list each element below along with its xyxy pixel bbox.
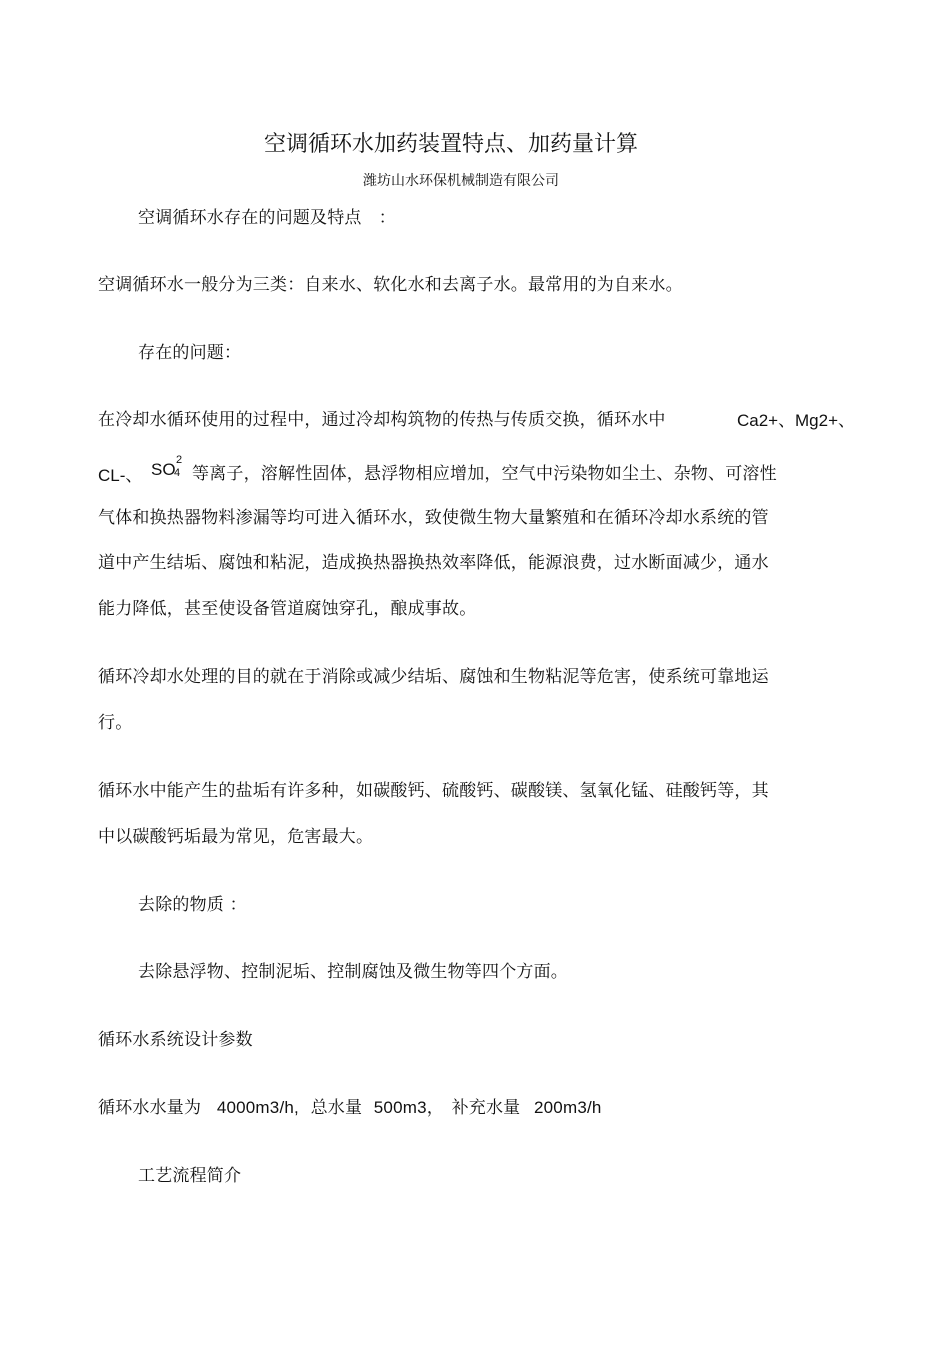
section-heading-problems-features: 空调循环水存在的问题及特点 ： (138, 208, 396, 228)
paragraph-water-types: 空调循环水一般分为三类：自来水、软化水和去离子水。最常用的为自来水。 (98, 275, 683, 295)
process-heading: 工艺流程简介 (138, 1166, 242, 1186)
ion-sulfate-charge: 2 (176, 454, 183, 466)
remove-text: 去除悬浮物、控制泥垢、控制腐蚀及微生物等四个方面。 (138, 962, 568, 982)
ion-sulfate-symbol: SO (151, 460, 176, 479)
design-value-total-volume: 500m3， (373, 1098, 444, 1117)
paragraph-problem-line-5: 能力降低，甚至使设备管道腐蚀穿孔，酿成事故。 (98, 599, 477, 619)
paragraph-problem-line-1: 在冷却水循环使用的过程中，通过冷却构筑物的传热与传质交换，循环水中 (98, 410, 666, 430)
design-value-makeup-flow: 200m3/h (534, 1098, 602, 1117)
design-value-circulating-flow: 4000m3/h, (216, 1098, 299, 1117)
paragraph-scale-line-1: 循环水中能产生的盐垢有许多种，如碳酸钙、硫酸钙、碳酸镁、氢氧化锰、硅酸钙等，其 (98, 781, 769, 801)
design-parameters (98, 1097, 602, 1119)
design-label-makeup-flow: 补充水量 (451, 1098, 521, 1118)
ion-sulfate-subscript: 4 (174, 467, 181, 479)
paragraph-problem-line-3: 气体和换热器物料渗漏等均可进入循环水，致使微生物大量繁殖和在循环冷却水系统的管 (98, 508, 769, 528)
paragraph-scale-line-2: 中以碳酸钙垢最为常见，危害最大。 (98, 827, 374, 847)
ion-sulfate (151, 459, 176, 481)
document-title: 空调循环水加药装置特点、加药量计算 (263, 132, 638, 157)
paragraph-problem-line-4: 道中产生结垢、腐蚀和粘泥，造成换热器换热效率降低，能源浪费，过水断面减少，通水 (98, 553, 769, 573)
design-label-circulating-flow: 循环水水量为 (98, 1098, 202, 1118)
remove-heading: 去除的物质 ： (138, 895, 247, 915)
ion-magnesium: Mg2+、 (795, 411, 855, 430)
ion-chloride: CL-、 (98, 466, 143, 485)
paragraph-problem-line-2: 等离子，溶解性固体，悬浮物相应增加，空气中污染物如尘土、杂物、可溶性 (192, 464, 777, 484)
paragraph-purpose-line-1: 循环冷却水处理的目的就在于消除或减少结垢、腐蚀和生物粘泥等危害，使系统可靠地运 (98, 667, 769, 687)
design-heading: 循环水系统设计参数 (98, 1030, 253, 1050)
design-label-total-volume: 总水量 (310, 1098, 363, 1118)
company-name: 潍坊山水环保机械制造有限公司 (363, 173, 559, 189)
paragraph-purpose-line-2: 行。 (98, 713, 133, 733)
problems-heading: 存在的问题： (138, 343, 242, 363)
ion-calcium: Ca2+、 (737, 411, 796, 430)
